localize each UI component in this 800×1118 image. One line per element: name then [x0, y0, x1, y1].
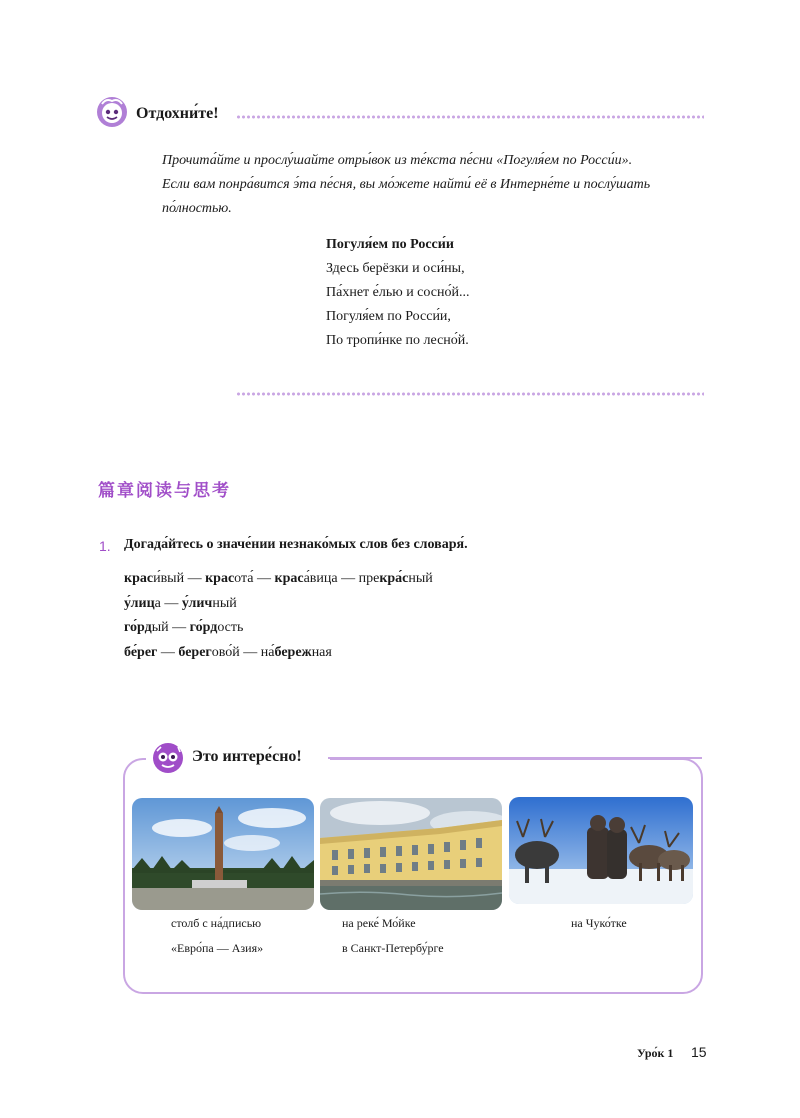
word-list	[124, 567, 433, 665]
word-root: кра́с	[379, 571, 409, 586]
relax-intro	[162, 149, 712, 221]
party-icon	[152, 742, 184, 774]
word-part: ость	[217, 620, 244, 635]
word-row	[124, 592, 433, 617]
word-row	[124, 616, 433, 641]
caption-line: «Евро́па — Азия»	[171, 941, 264, 955]
word-part: ный	[408, 571, 433, 586]
footer-lesson: Уро́к 1	[637, 1046, 674, 1060]
task-text: Догада́йтесь о значе́нии незнако́мых слов без словаря́.	[124, 537, 468, 552]
intro-line: по́лностью.	[162, 201, 232, 216]
poem-line: Па́хнет е́лью и сосно́й...	[326, 285, 470, 300]
task-number: 1.	[99, 538, 111, 554]
word-part: ная	[311, 644, 332, 660]
poem-line: По тропи́нке по лесно́й.	[326, 333, 469, 348]
caption	[171, 911, 263, 961]
word-part: и́вый —	[153, 571, 206, 586]
word-row	[124, 567, 433, 592]
dotted-divider	[236, 114, 704, 120]
photo-chukotka	[509, 797, 693, 904]
poem-line: Здесь берёзки и оси́ны,	[326, 261, 465, 276]
page-number: 15	[691, 1044, 707, 1060]
word-part: а —	[154, 595, 182, 611]
word-root: бе́рег	[124, 644, 158, 660]
word-part: ный	[212, 595, 237, 611]
caption-line: столб с на́дписью	[171, 916, 262, 930]
word-root: крас	[124, 571, 154, 586]
word-root: у́лич	[181, 595, 213, 611]
photo-moika-river	[320, 798, 502, 910]
word-row	[124, 641, 433, 666]
intro-line: Если вам понра́вится э́та пе́сня, вы мо́жете найти́ её в Интерне́те и послу́шать	[162, 177, 651, 192]
interesting-title: Это интере́сно!	[192, 748, 302, 765]
interesting-header-line	[328, 757, 702, 759]
word-root: го́рд	[124, 620, 152, 635]
word-root: береж	[274, 644, 312, 660]
word-root: берег	[178, 644, 212, 660]
word-part: а́вица — пре	[303, 571, 380, 586]
poem-title: Погуля́ем по Росси́и	[326, 237, 454, 252]
caption-line: на реке́ Мо́йке	[342, 916, 416, 930]
caption	[342, 911, 444, 961]
chapter-heading: 篇章阅读与思考	[98, 481, 231, 501]
word-part: ово́й — на́	[211, 644, 275, 660]
word-part: ый —	[151, 620, 190, 635]
caption-line: на Чуко́тке	[571, 916, 627, 930]
caption	[571, 911, 627, 936]
photo-europe-asia-pillar	[132, 798, 314, 910]
poem-line: Погуля́ем по Росси́и,	[326, 309, 451, 324]
caption-line: в Санкт-Петербу́рге	[342, 941, 444, 955]
face-icon	[96, 96, 128, 128]
word-root: крас	[205, 571, 235, 586]
intro-line: Прочита́йте и прослу́шайте отры́вок из те́кста пе́сни «Погуля́ем по Росси́и».	[162, 153, 633, 168]
relax-title: Отдохни́те!	[136, 105, 219, 122]
word-root: у́лиц	[124, 595, 155, 611]
word-root: крас	[274, 571, 304, 586]
dotted-divider	[236, 391, 704, 397]
word-part: —	[157, 644, 179, 660]
word-part: ота́ —	[234, 571, 275, 586]
word-root: го́рд	[189, 620, 218, 635]
poem	[326, 233, 469, 353]
